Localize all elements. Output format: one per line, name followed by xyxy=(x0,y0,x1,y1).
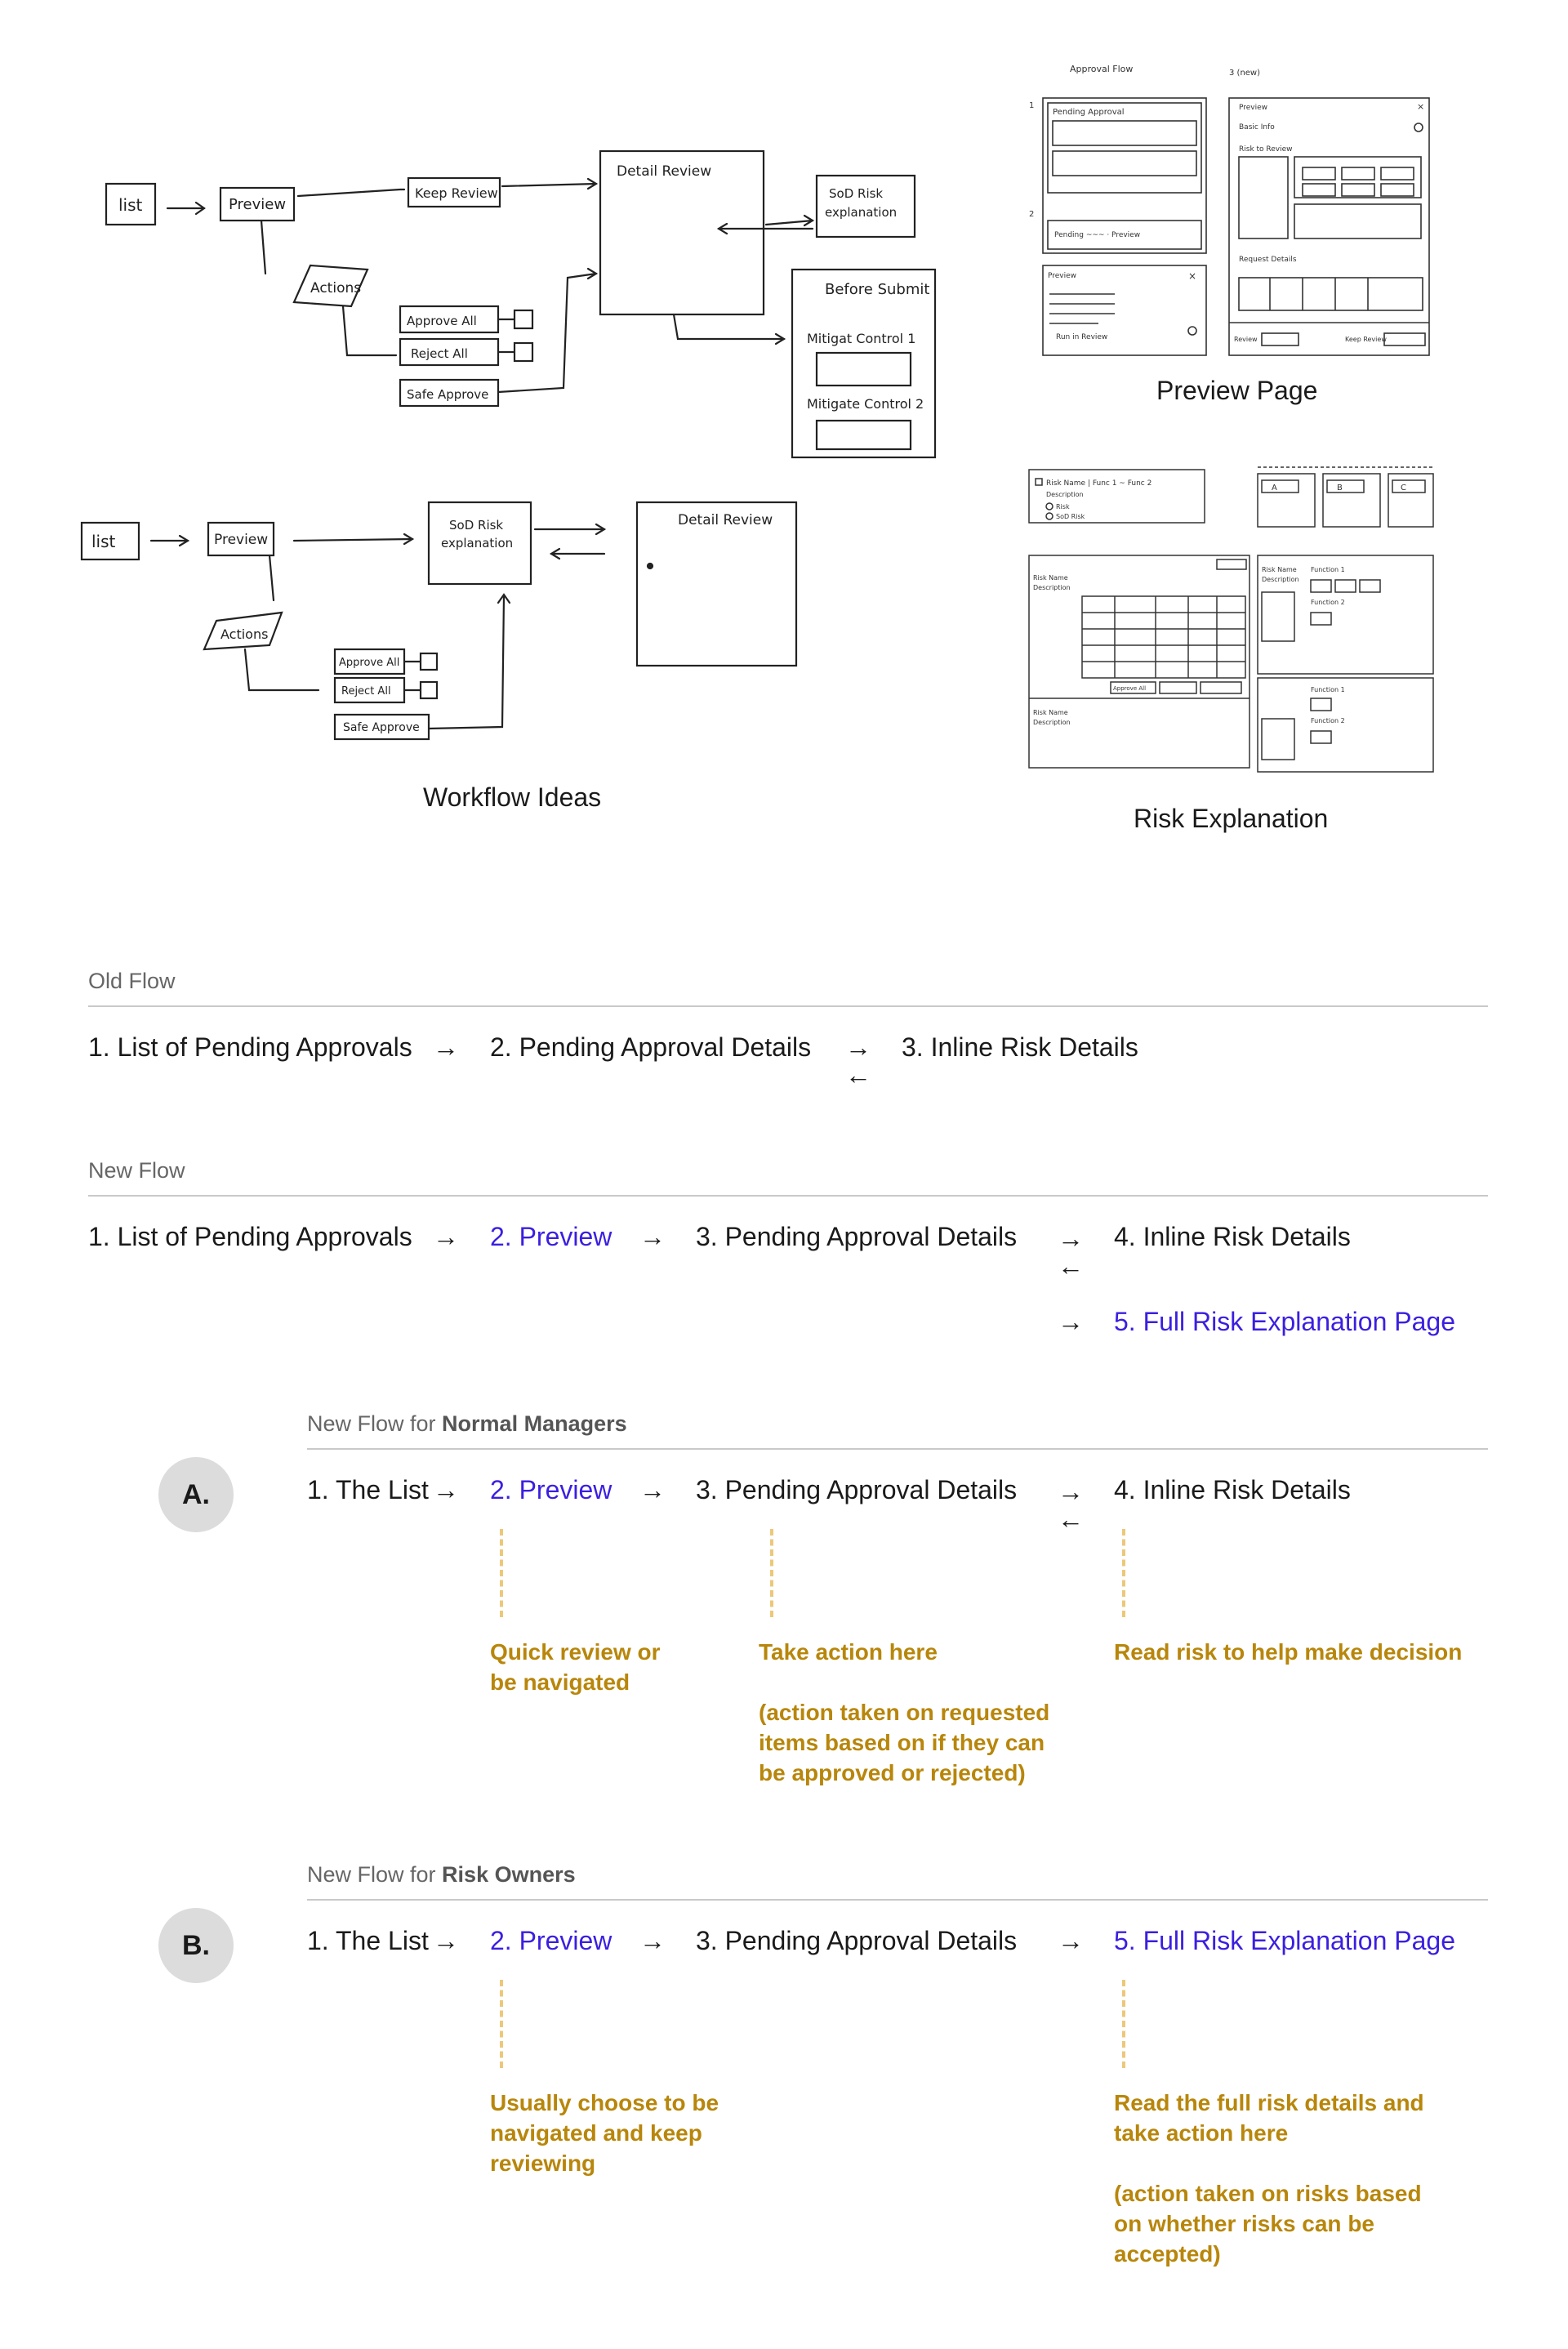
svg-text:Detail Review: Detail Review xyxy=(678,512,773,528)
arrow-right-icon: → xyxy=(845,1032,871,1062)
new-flow-step-1: 1. List of Pending Approvals xyxy=(88,1222,412,1251)
svg-text:SoD Risk: SoD Risk xyxy=(829,186,884,201)
new-flow-step-4: 4. Inline Risk Details xyxy=(1114,1222,1351,1251)
svg-text:A: A xyxy=(1272,484,1277,493)
svg-text:Risk to Review: Risk to Review xyxy=(1239,145,1293,154)
svg-text:Preview: Preview xyxy=(1048,272,1077,280)
svg-text:×: × xyxy=(1417,101,1425,112)
arrow-right-icon: → xyxy=(1058,1926,1084,1955)
svg-text:Mitigate Control 2: Mitigate Control 2 xyxy=(807,396,924,412)
svg-text:Risk Name: Risk Name xyxy=(1262,566,1297,573)
flow-b-connector xyxy=(500,1980,503,2068)
workflow-sketch xyxy=(74,139,996,817)
flow-a-note-details: Take action here (action taken on requested items based on if they can be approved or rejected) xyxy=(759,1639,1050,1785)
flow-b-step-1: 1. The List xyxy=(307,1926,429,1955)
svg-text:Function 2: Function 2 xyxy=(1311,717,1345,724)
svg-text:Description: Description xyxy=(1033,719,1071,726)
svg-text:3 (new): 3 (new) xyxy=(1229,69,1261,78)
svg-text:Preview: Preview xyxy=(1239,104,1268,112)
arrow-right-icon: → xyxy=(433,1222,459,1251)
old-flow-step-2: 2. Pending Approval Details xyxy=(490,1032,812,1062)
arrow-right-icon: → xyxy=(433,1032,459,1062)
flow-a-note-risk: Read risk to help make decision xyxy=(1114,1639,1463,1665)
new-flow-step-3: 3. Pending Approval Details xyxy=(696,1222,1018,1251)
svg-text:Before Submit: Before Submit xyxy=(825,281,930,298)
flow-b-connector xyxy=(1122,1980,1125,2068)
flow-a-divider xyxy=(307,1448,1488,1450)
flow-b-step-2: 2. Preview xyxy=(490,1926,612,1955)
svg-text:Detail Review: Detail Review xyxy=(617,163,712,180)
svg-text:Run in Review: Run in Review xyxy=(1056,333,1108,341)
svg-text:Risk Name | Func 1 ~ Func 2: Risk Name | Func 1 ~ Func 2 xyxy=(1046,479,1152,488)
svg-text:Approve All: Approve All xyxy=(407,314,477,328)
arrow-right-icon: → xyxy=(639,1475,666,1504)
svg-text:Function 1: Function 1 xyxy=(1311,566,1345,573)
arrow-left-icon: ← xyxy=(1058,1504,1084,1534)
svg-text:Risk: Risk xyxy=(1056,503,1070,510)
svg-text:Risk Name: Risk Name xyxy=(1033,709,1068,716)
flow-b-note-preview: Usually choose to be navigated and keep reviewing xyxy=(490,2090,719,2176)
svg-text:Safe Approve: Safe Approve xyxy=(407,387,489,402)
flow-a-step-3: 3. Pending Approval Details xyxy=(696,1475,1018,1504)
flow-b-step-3: 3. Pending Approval Details xyxy=(696,1926,1018,1955)
svg-text:Risk Name: Risk Name xyxy=(1033,574,1068,582)
svg-text:SoD Risk: SoD Risk xyxy=(449,518,504,533)
svg-text:Approve All: Approve All xyxy=(1113,685,1147,692)
sketch-list-top: list xyxy=(118,195,143,215)
svg-text:Basic Info: Basic Info xyxy=(1239,123,1275,131)
flow-a-label: New Flow for Normal Managers xyxy=(307,1411,627,1436)
arrow-right-icon: → xyxy=(1058,1224,1084,1253)
arrow-right-icon: → xyxy=(639,1222,666,1251)
new-flow-divider xyxy=(88,1195,1488,1197)
svg-text:Keep Review: Keep Review xyxy=(1345,336,1387,343)
svg-text:Preview: Preview xyxy=(229,196,287,213)
risk-explanation-caption: Risk Explanation xyxy=(1134,804,1328,834)
svg-text:explanation: explanation xyxy=(825,205,898,220)
new-flow-step-2: 2. Preview xyxy=(490,1222,612,1251)
svg-text:Description: Description xyxy=(1262,576,1299,583)
svg-text:×: × xyxy=(1188,270,1197,282)
svg-text:Pending ~~~ · Preview: Pending ~~~ · Preview xyxy=(1054,231,1141,239)
svg-text:Keep Review: Keep Review xyxy=(415,185,498,201)
arrow-left-icon: ← xyxy=(1058,1251,1084,1281)
svg-text:B: B xyxy=(1337,484,1343,493)
new-flow-step-5: 5. Full Risk Explanation Page xyxy=(1114,1307,1455,1336)
svg-text:Request Details: Request Details xyxy=(1239,256,1297,264)
old-flow-divider xyxy=(88,1005,1488,1007)
svg-text:Reject All: Reject All xyxy=(341,685,391,698)
flow-b-badge: B. xyxy=(158,1908,234,1983)
old-flow-step-3: 3. Inline Risk Details xyxy=(902,1032,1138,1062)
svg-text:Approve All: Approve All xyxy=(339,657,400,669)
flow-a-connector xyxy=(1122,1529,1125,1617)
svg-text:Actions: Actions xyxy=(220,626,269,642)
preview-page-sketch xyxy=(1025,57,1441,368)
new-flow-label: New Flow xyxy=(88,1158,185,1183)
flow-b-step-5: 5. Full Risk Explanation Page xyxy=(1114,1926,1455,1955)
arrow-right-icon: → xyxy=(1058,1477,1084,1506)
flow-a-note-preview: Quick review or be navigated xyxy=(490,1639,661,1695)
flow-a-step-2: 2. Preview xyxy=(490,1475,612,1504)
old-flow-step-1: 1. List of Pending Approvals xyxy=(88,1032,412,1062)
flow-a-step-4: 4. Inline Risk Details xyxy=(1114,1475,1351,1504)
svg-text:SoD Risk: SoD Risk xyxy=(1056,513,1085,520)
svg-text:Reject All: Reject All xyxy=(411,346,468,361)
svg-text:1: 1 xyxy=(1029,101,1035,110)
arrow-right-icon: → xyxy=(1058,1307,1084,1336)
risk-explanation-sketch xyxy=(1025,457,1441,784)
svg-text:Review: Review xyxy=(1234,336,1258,343)
flow-b-note-risk: Read the full risk details and take action here (action taken on risks based on whether risks can be accepted) xyxy=(1114,2090,1424,2267)
svg-text:explanation: explanation xyxy=(441,536,514,550)
flow-a-badge: A. xyxy=(158,1457,234,1532)
svg-text:Function 1: Function 1 xyxy=(1311,686,1345,693)
svg-text:Function 2: Function 2 xyxy=(1311,599,1345,606)
arrow-left-icon: ← xyxy=(845,1060,871,1090)
arrow-right-icon: → xyxy=(639,1926,666,1955)
svg-text:Mitigat Control 1: Mitigat Control 1 xyxy=(807,331,916,346)
flow-b-label: New Flow for Risk Owners xyxy=(307,1862,576,1887)
arrow-right-icon: → xyxy=(433,1475,459,1504)
svg-text:Description: Description xyxy=(1033,584,1071,591)
svg-text:Approval Flow: Approval Flow xyxy=(1070,64,1134,74)
flow-a-step-1: 1. The List xyxy=(307,1475,429,1504)
svg-text:Pending Approval: Pending Approval xyxy=(1053,108,1125,117)
svg-text:list: list xyxy=(91,532,116,551)
svg-text:Description: Description xyxy=(1046,491,1084,498)
flow-a-connector xyxy=(770,1529,773,1617)
flow-b-divider xyxy=(307,1899,1488,1901)
svg-text:Preview: Preview xyxy=(214,532,269,548)
old-flow-label: Old Flow xyxy=(88,969,176,993)
svg-text:C: C xyxy=(1401,484,1406,493)
arrow-right-icon: → xyxy=(433,1926,459,1955)
svg-text:Safe Approve: Safe Approve xyxy=(343,721,420,734)
preview-page-caption: Preview Page xyxy=(1156,376,1317,406)
flow-a-connector xyxy=(500,1529,503,1617)
svg-text:Actions: Actions xyxy=(310,280,362,296)
svg-text:2: 2 xyxy=(1029,210,1035,219)
workflow-ideas-caption: Workflow Ideas xyxy=(423,782,601,813)
